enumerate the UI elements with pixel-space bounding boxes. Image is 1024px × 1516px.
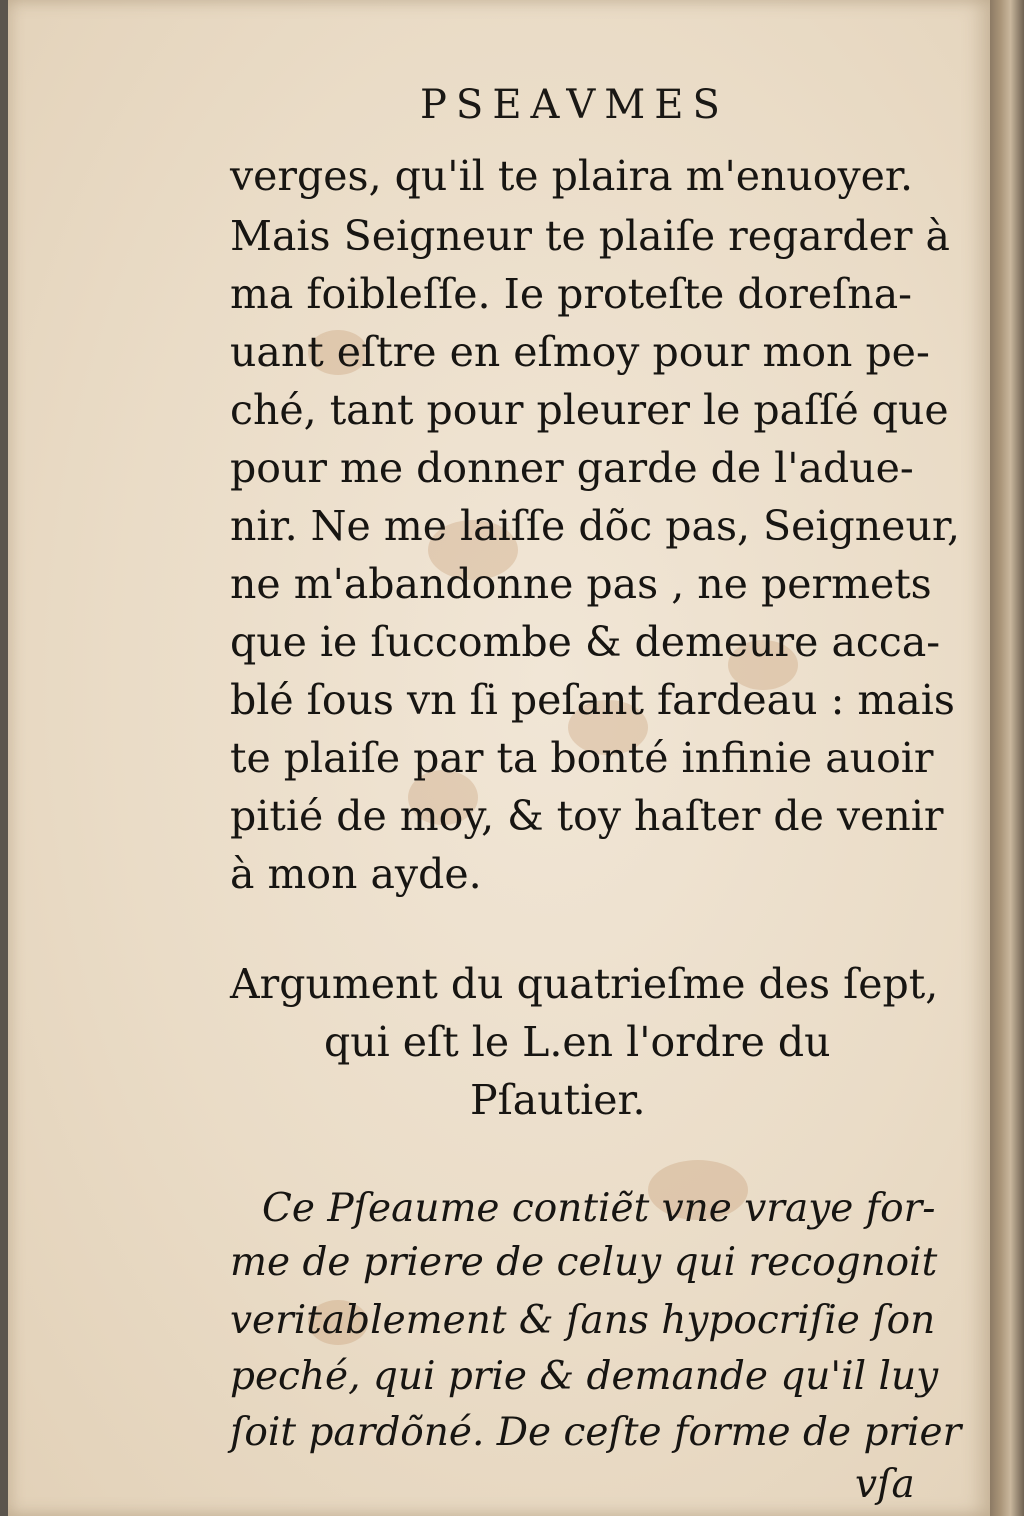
body-line: uant eſtre en eſmoy pour mon pe- <box>230 328 930 376</box>
catchword: vſa <box>855 1462 915 1507</box>
body-line: te plaiſe par ta bonté infinie auoir <box>230 734 934 782</box>
body-line: à mon ayde. <box>230 850 482 898</box>
italic-line: peché, qui prie & demande qu'il luy <box>230 1354 939 1399</box>
body-line: pitié de moy, & toy haſter de venir <box>230 792 944 840</box>
argument-heading-line: Argument du quatrieſme des ſept, <box>230 960 939 1008</box>
body-line: Mais Seigneur te plaiſe regarder à <box>230 212 950 260</box>
argument-heading-line: Pſautier. <box>470 1076 646 1124</box>
italic-line: Ce Pſeaume contiẽt vne vraye for- <box>262 1186 936 1231</box>
page-edge <box>990 0 1024 1516</box>
body-line: pour me donner garde de l'adue- <box>230 444 914 492</box>
italic-line: me de priere de celuy qui recognoit <box>230 1240 938 1285</box>
argument-heading-line: qui eſt le L.en l'ordre du <box>324 1018 831 1066</box>
italic-line: veritablement & ſans hypocriſie ſon <box>230 1298 936 1343</box>
body-line: que ie ſuccombe & demeure acca- <box>230 618 941 666</box>
body-line: ché, tant pour pleurer le paſſé que <box>230 386 949 434</box>
body-line: blé ſous vn ſi peſant fardeau : mais <box>230 676 955 724</box>
italic-line: ſoit pardõné. De ceſte forme de prier <box>230 1410 962 1455</box>
body-line: nir. Ne me laiſſe dõc pas, Seigneur, <box>230 502 960 550</box>
body-line: verges, qu'il te plaira m'enuoyer. <box>230 152 914 200</box>
body-line: ne m'abandonne pas , ne permets <box>230 560 932 608</box>
running-head: PSEAVMES <box>420 82 729 128</box>
body-line: ma foibleſſe. Ie proteſte doreſna- <box>230 270 913 318</box>
